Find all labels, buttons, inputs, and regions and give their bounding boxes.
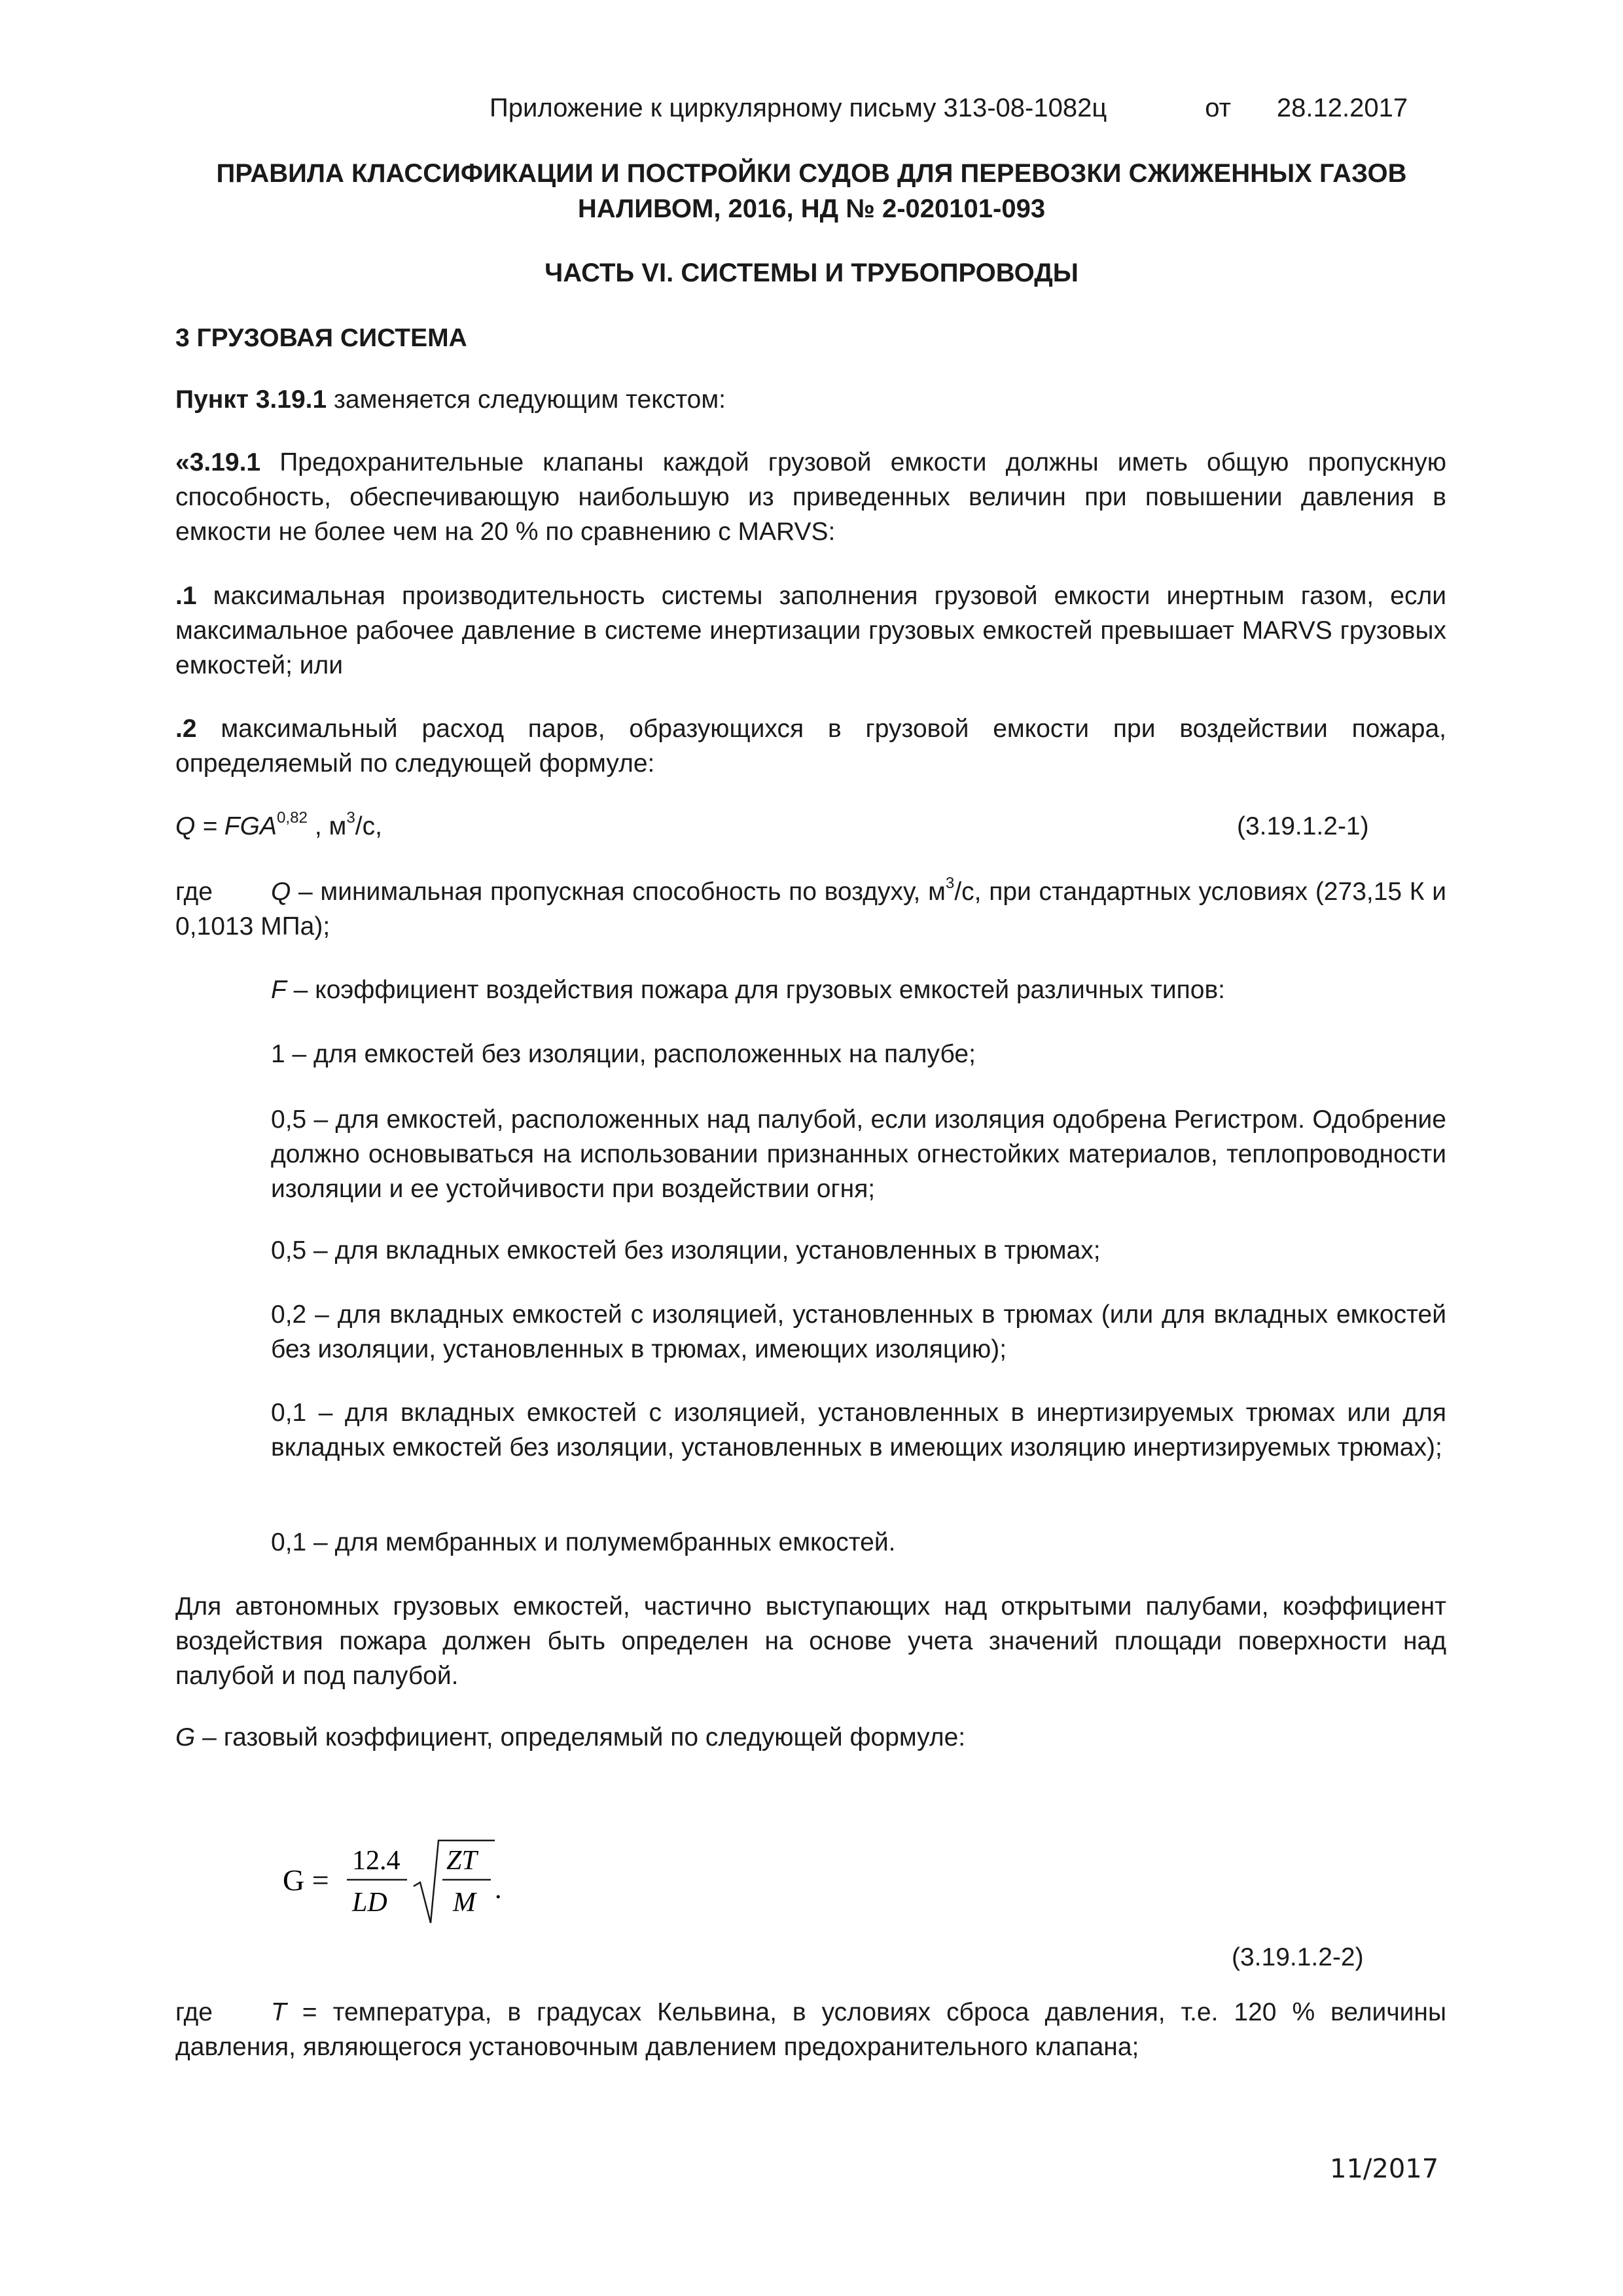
intro-bold: Пункт 3.19.1 bbox=[175, 386, 327, 414]
section-title: 3 ГРУЗОВАЯ СИСТЕМА bbox=[175, 324, 467, 352]
f-value-item: 0,5 – для емкостей, расположенных над палубой, если изоляция одобрена Регистром. Одобрение должно основываться на использовании признанных огнестойких материалов, теплопроводности изоляции и ее устойчивости при воздействии огня; bbox=[271, 1105, 1446, 1204]
f-symbol: F bbox=[271, 976, 287, 1004]
intro-text: заменяется следующим текстом: bbox=[327, 386, 726, 414]
appendix-label: Приложение к циркулярному письму 313-08- bbox=[490, 94, 1034, 122]
where-q-prefix: где bbox=[175, 878, 213, 906]
part-title: ЧАСТЬ VI. СИСТЕМЫ И ТРУБОПРОВОДЫ bbox=[544, 259, 1079, 287]
formula-1-units-exp: 3 bbox=[346, 809, 355, 827]
f-value-item: 0,1 – для вкладных емкостей с изоляцией, установленных в инертизируемых трюмах или для вкладных емкостей без изоляции, установленных в имеющих изоляцию инертизируемых трюмах); bbox=[271, 1399, 1446, 1462]
page-footer: 11/2017 bbox=[1330, 2154, 1439, 2184]
item-1-text: максимальная производительность системы заполнения грузовой емкости инертным газом, если максимальное рабочее давление в системе инертизации грузовых емкостей превышает MARVS грузовых емкостей; или bbox=[175, 582, 1446, 680]
g-definition bbox=[175, 1720, 1446, 1755]
where-t-symbol: T bbox=[271, 1998, 287, 2026]
from-label: от bbox=[1205, 94, 1231, 122]
paragraph-number: «3.19.1 bbox=[175, 448, 261, 476]
f-value-item: 1 – для емкостей без изоляции, расположенных на палубе; bbox=[271, 1040, 976, 1068]
title-line-2: НАЛИВОМ, 2016, НД № 2-020101-093 bbox=[577, 194, 1046, 223]
root-denominator: M bbox=[453, 1888, 476, 1918]
item-2-number: .2 bbox=[175, 715, 197, 743]
where-t bbox=[175, 1995, 1446, 2064]
document-title bbox=[170, 156, 1453, 226]
formula-1-units: , м bbox=[308, 812, 347, 840]
where-t-prefix: где bbox=[175, 1998, 213, 2026]
intro-paragraph bbox=[175, 382, 1446, 417]
where-q bbox=[175, 874, 1446, 944]
item-2-text: максимальный расход паров, образующихся в грузовой емкости при воздействии пожара, определяемый по следующей формуле: bbox=[175, 715, 1446, 778]
appendix-header bbox=[490, 90, 1408, 126]
where-q-text-a: – минимальная пропускная способность по воздуху, м bbox=[291, 878, 946, 906]
item-1 bbox=[175, 579, 1446, 683]
paragraph-3-19-1 bbox=[175, 445, 1446, 549]
where-t-text: = температура, в градусах Кельвина, в условиях сброса давления, т.е. 120 % величины давления, являющегося установочным давлением предохранительного клапана; bbox=[175, 1998, 1446, 2062]
letter-date: 28.12.2017 bbox=[1276, 94, 1408, 122]
formula-2-trail: . bbox=[495, 1874, 502, 1905]
formula-1-exponent: 0,82 bbox=[276, 809, 308, 827]
formula-1-units-suffix: /с, bbox=[355, 812, 382, 840]
paragraph-text: Предохранительные клапаны каждой грузовой емкости должны иметь общую пропускную способность, обеспечивающую наибольшую из приведенных величин при повышении давления в емкости не более чем на 20 % по сравнению с MARVS: bbox=[175, 448, 1446, 547]
formula-1-lhs: Q = FGA bbox=[175, 812, 277, 840]
f-value-item: 0,5 – для вкладных емкостей без изоляции, установленных в трюмах; bbox=[271, 1236, 1101, 1265]
item-1-number: .1 bbox=[175, 582, 197, 610]
root-numerator: ZT bbox=[446, 1846, 477, 1876]
formula-2-denominator: LD bbox=[352, 1888, 387, 1918]
letter-number: 1082ц bbox=[1033, 94, 1107, 122]
formula-2-number: (3.19.1.2-2) bbox=[1232, 1943, 1364, 1971]
where-q-symbol: Q bbox=[271, 878, 291, 906]
formula-1-number: (3.19.1.2-1) bbox=[1237, 812, 1369, 840]
f-definition-text: – коэффициент воздействия пожара для грузовых емкостей различных типов: bbox=[286, 976, 1226, 1004]
autonomous-tanks-paragraph: Для автономных грузовых емкостей, частично выступающих над открытыми палубами, коэффициент воздействия пожара должен быть определен на основе учета значений площади поверхности над палубой и под палубой. bbox=[175, 1592, 1446, 1691]
item-2 bbox=[175, 711, 1446, 781]
where-q-exp: 3 bbox=[945, 874, 955, 893]
f-value-item: 0,2 – для вкладных емкостей с изоляцией, установленных в трюмах (или для вкладных емкостей без изоляции, установленных в трюмах, имеющих изоляцию); bbox=[271, 1300, 1446, 1364]
g-definition-text: – газовый коэффициент, определямый по следующей формуле: bbox=[195, 1723, 966, 1751]
g-symbol: G bbox=[175, 1723, 196, 1751]
formula-2-numerator: 12.4 bbox=[352, 1846, 401, 1876]
formula-2 bbox=[275, 1826, 524, 1937]
where-q-text-b: /с, при стандартных условиях (273,15 К и 0,1013 МПа); bbox=[175, 878, 1446, 941]
f-value-item: 0,1 – для мембранных и полумембранных емкостей. bbox=[271, 1528, 896, 1556]
title-line-1: ПРАВИЛА КЛАССИФИКАЦИИ И ПОСТРОЙКИ СУДОВ ДЛЯ ПЕРЕВОЗКИ СЖИЖЕННЫХ ГАЗОВ bbox=[216, 159, 1407, 188]
formula-2-lhs: G = bbox=[283, 1863, 329, 1897]
f-definition bbox=[271, 973, 1446, 1007]
